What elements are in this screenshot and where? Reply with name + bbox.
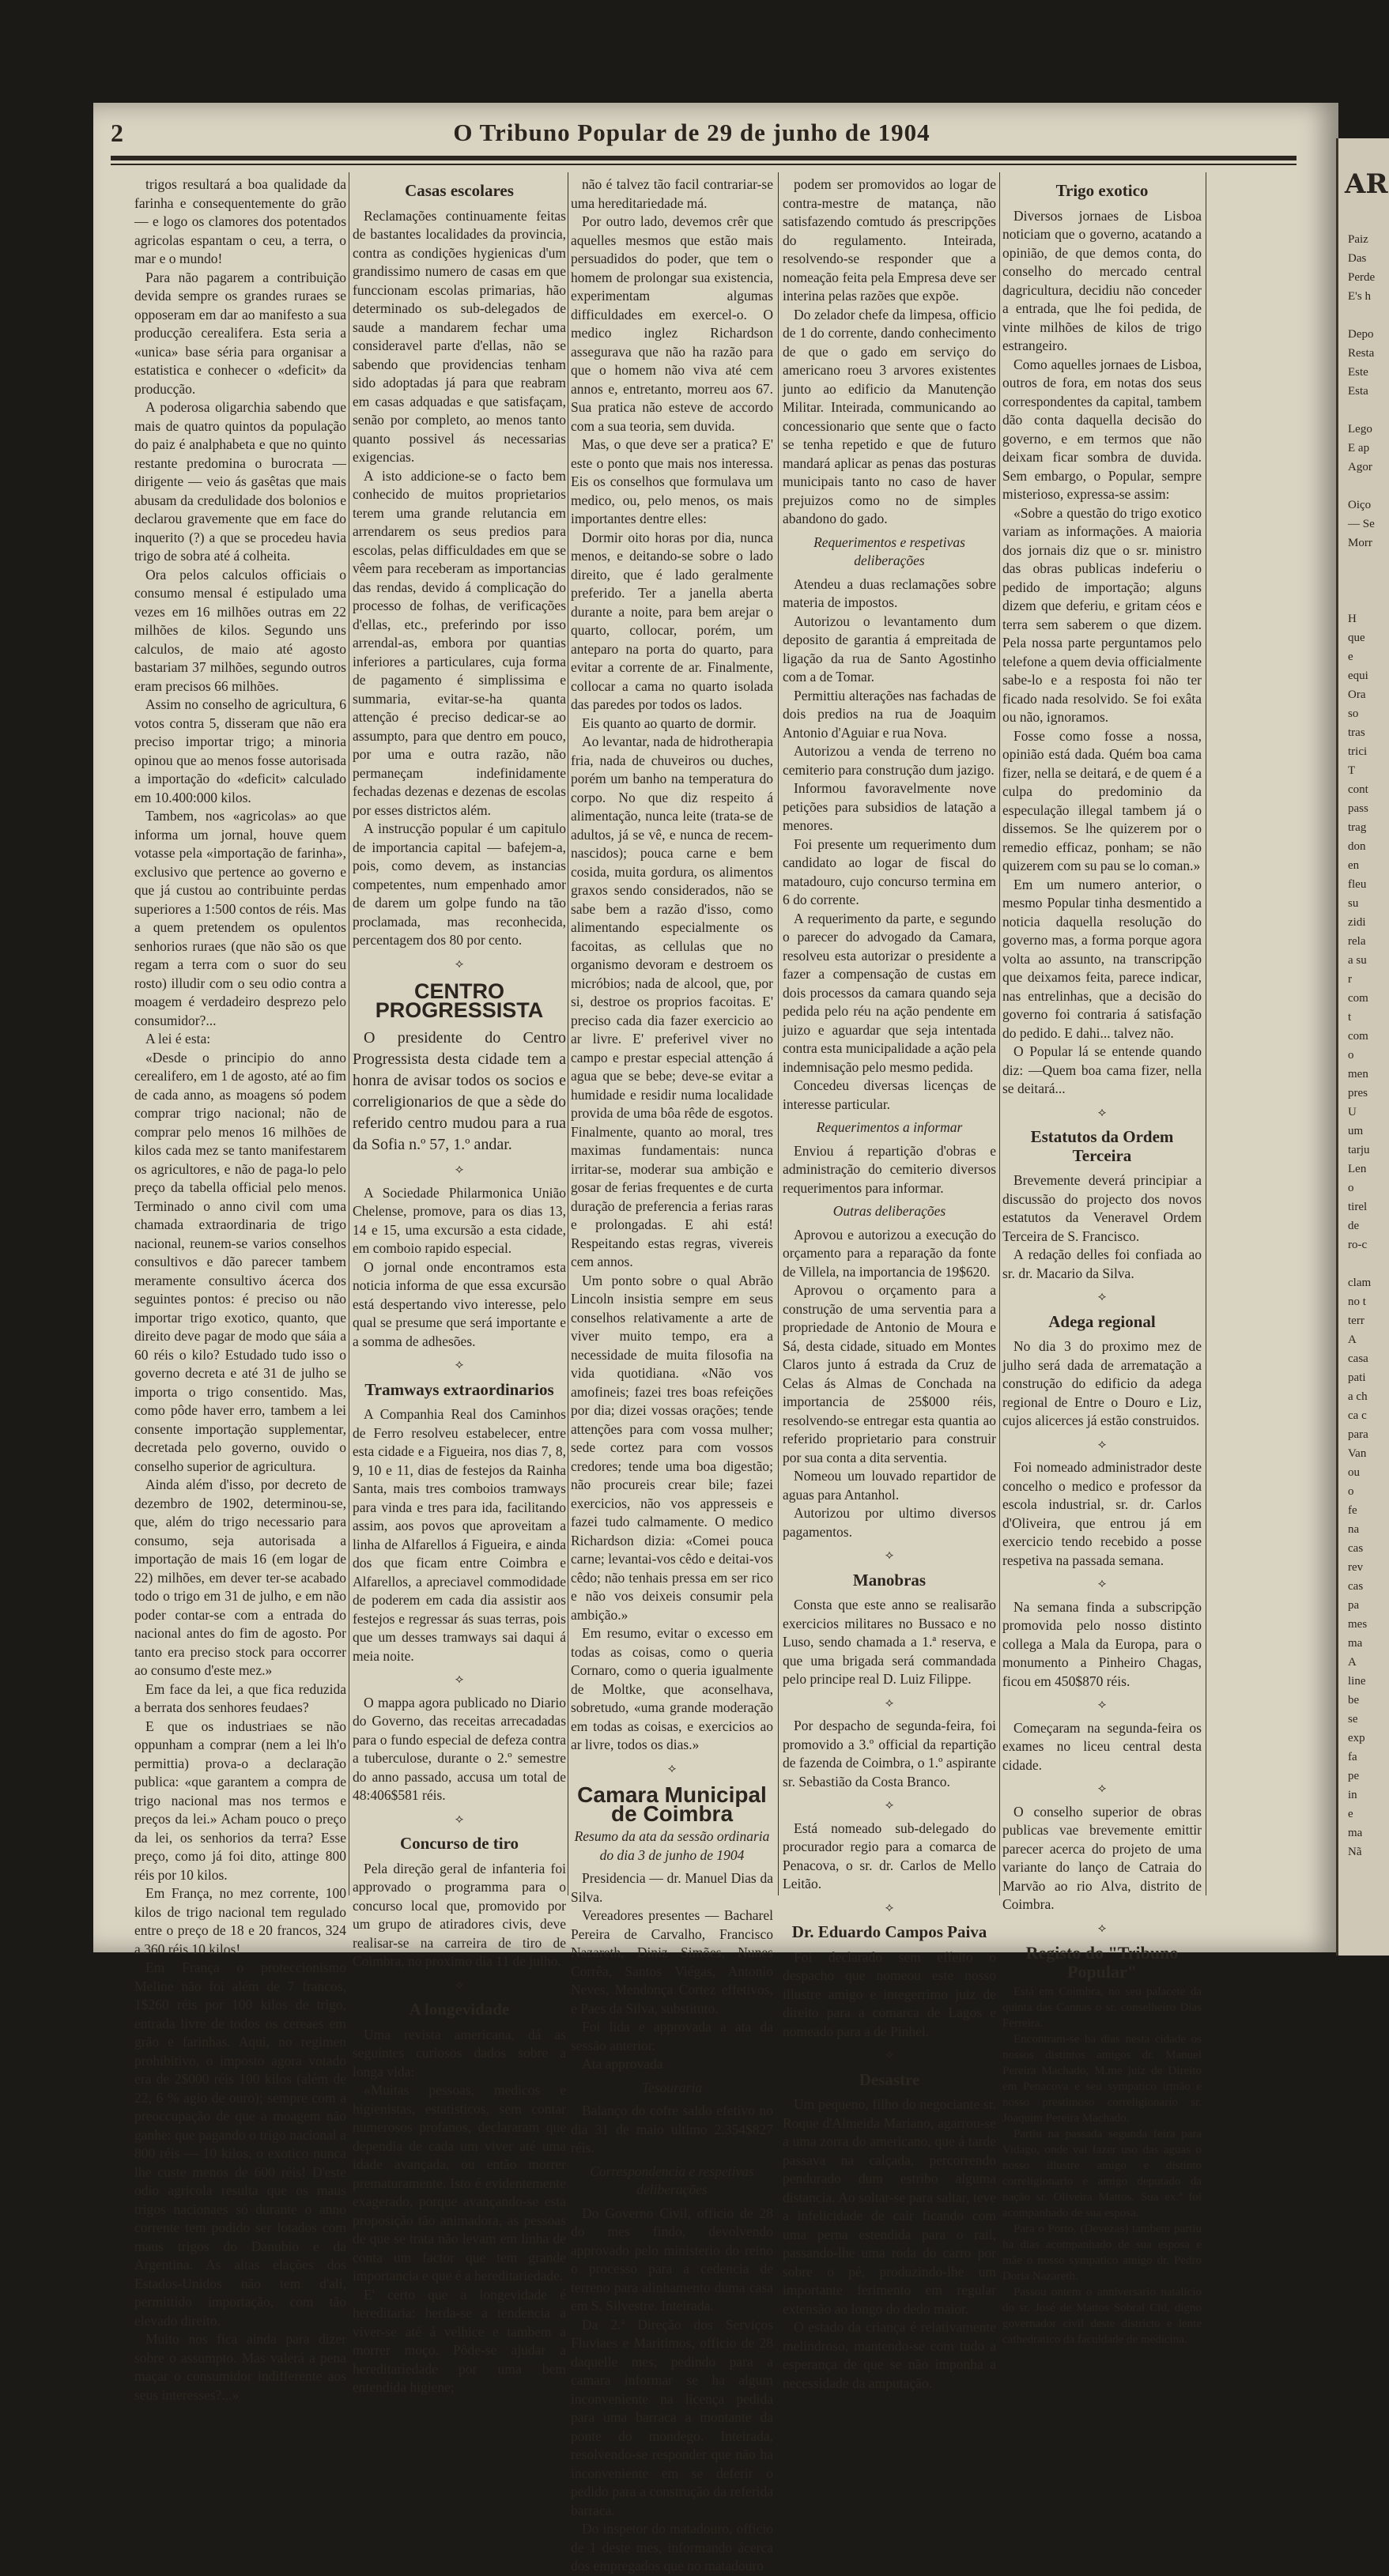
adjacent-page-line: casa <box>1348 1352 1368 1365</box>
column-5 <box>1002 175 1202 2346</box>
ornament-divider: ⟡ <box>455 1358 464 1371</box>
paragraph: A requerimento da parte, e segundo o parecer do advogado da Camara, resolveu esta autorizar o presidente a fazer a compensação de custas em dois processos da camara quando seja pedida pelo réu na ação pendente em juizo e aguardar que seja intentada contra esta municipalidade a ação pela indemnisação pelo mesmo pedida. <box>783 910 996 1075</box>
tramways-title: Tramways extraordinarios <box>364 1379 554 1399</box>
column-3 <box>571 175 773 2574</box>
adjacent-page-line: o <box>1348 1485 1354 1498</box>
paragraph: E que os industriaes se não oppunham a comprar (nem a lei lh'o permittia) prova-o a declaração publica: «que garantem a compra de trigo nacional mas nos termos e preços da lei.» Acham pouco o preço da lei, os senhorios da terra? Esse preço, como já foi dito, attinge 800 réis por 10 kilos. <box>134 1718 346 1883</box>
adjacent-page-line: para <box>1348 1428 1368 1441</box>
paragraph: Uma revista americana, dá as seguintes curiosos dados sobre a longa vida: <box>353 2026 566 2080</box>
ornament-divider: ⟡ <box>1097 1577 1107 1590</box>
column-divider <box>999 172 1000 1895</box>
desastre-title: Desastre <box>859 2069 920 2089</box>
adjacent-page-line: tras <box>1348 726 1365 739</box>
concurso-tiro-title: Concurso de tiro <box>399 1834 519 1853</box>
ornament-divider: ⟡ <box>455 1812 464 1826</box>
paragraph: Vereadores presentes — Bacharel Pereira de Carvalho, Francisco Nazareth, Diniz Simões, Nunes Corrêa, Santos Viégas, Antonio Neves, Mendonça Cortez effetivos, e Paes da Silva, substituto. <box>571 1907 773 2016</box>
header-rule <box>111 156 1297 160</box>
paragraph: Para o Porto, (Devezas) tambem partiu ha dias acompanhado de sua esposa e mãe o nosso sympatico amigo dr. Pedro Doria Nazareth. <box>1002 2223 1202 2283</box>
paragraph: Ora pelos calculos officiais o consumo mensal é estipulado uma vezes em 16 milhões outras em 22 milhões de kilos. Segundo uns calculos, de maio até agosto bastariam 37 milhões, segundo outros eram precisos 66 milhões. <box>134 566 346 694</box>
casas-escolares-title: Casas escolares <box>405 181 514 200</box>
adjacent-page-line: su <box>1348 897 1359 910</box>
masthead-title: O Tribuno Popular de 29 de junho de 1904 <box>453 119 930 146</box>
adjacent-page-line: o <box>1348 1049 1354 1062</box>
paragraph: «Muitas pessoas, medicos e higienistas, estatisticos, sem contar numerosos profanos, declararam que dependia de cada um viver até uma idade avançada, ou então morrer prematuramente. Isto é evidentemente exagerado, porque avançando-se esta proposição tão animadora, as pessoas de que se trata não levam em linha de conta um factor que tem grande importancia e que é a hereditariedade. <box>353 2082 566 2284</box>
adjacent-page-line: o <box>1348 1182 1354 1194</box>
adjacent-page-line: ca c <box>1348 1409 1367 1422</box>
despacho-body: Por despacho de segunda-feira, foi promovido a 3.º official da repartição de fazenda de Coimbra, o 1.º aspirante sr. Sebastião da Costa Branco. <box>783 1718 996 1790</box>
paragraph: Em face da lei, a que fica reduzida a berrata dos senhores feudaes? <box>134 1680 346 1715</box>
adjacent-page-line: cas <box>1348 1580 1364 1593</box>
ornament-divider: ⟡ <box>455 956 464 971</box>
outras-deliberacoes-heading: Outras deliberações <box>832 1203 946 1219</box>
ornament-divider: ⟡ <box>667 1761 677 1775</box>
tesouraria-body: Balanço do cofre saldo efetivo no dia 31 de maio ultimo 2.354$827 réis. <box>571 2103 773 2155</box>
manobras-title: Manobras <box>852 1570 927 1590</box>
adjacent-page-line <box>1338 1254 1389 1273</box>
adjacent-page-line: Agor <box>1348 461 1372 473</box>
paragraph: Em resumo, evitar o excesso em todas as coisas, como o queria Cornaro, como o queria igualmente de Moltke, que aconselhava, sobretudo, «uma grande moderação em todas as coisas, e exercicios ao ar livre, todos os dias.» <box>571 1625 773 1752</box>
adjacent-page-line <box>1338 590 1389 609</box>
paragraph: Atendeu a duas reclamações sobre materia de impostos. <box>783 575 996 610</box>
paragraph: Autorizou a venda de terreno no cemiterio para construção dum jazigo. <box>783 743 996 778</box>
adjacent-page-line: r <box>1348 973 1352 986</box>
ornament-divider: ⟡ <box>1097 1105 1107 1119</box>
adjacent-page-line: Paiz <box>1348 233 1368 246</box>
manobras-body: Consta que este anno se realisarão exercicios militares no Bussaco e no Luso, sendo chamada a 1.ª reserva, e que uma brigada será commandada pelo principe real D. Luiz Filippe. <box>783 1597 996 1687</box>
paragraph: Em um numero anterior, o mesmo Popular tinha desmentido a noticia daquella resolução do governo mas, a forma porque agora volta ao assunto, na transcripção que deixamos feita, parece indicar, nas entrelinhas, que a decisão do governo foi contraria á satisfação do pedido. E dahi... talvez não. <box>1002 876 1202 1041</box>
adjacent-page-line: se <box>1348 1713 1358 1726</box>
adjacent-page-line: com <box>1348 992 1368 1005</box>
adjacent-page-line: Morr <box>1348 537 1372 549</box>
adjacent-page-line: trici <box>1348 745 1368 758</box>
adjacent-page-line: en <box>1348 859 1360 872</box>
adjacent-page-line: Lego <box>1348 423 1372 436</box>
adjacent-page-line <box>1338 401 1389 420</box>
paragraph: Eis quanto ao quarto de dormir. <box>582 715 757 731</box>
camara-continued <box>783 175 996 529</box>
outras-deliberacoes-body <box>783 1226 996 1542</box>
desastre-body <box>783 2095 996 2393</box>
paragraph: Passou ontem o anniversario natalicio do sr. José de Mattos Sobral Cid, digno governador civil deste districto e lente cathedratico da faculdade de medicina. <box>1002 2286 1202 2346</box>
camara-subtitle: Resumo da ata da sessão ordinaria do dia 3 de junho de 1904 <box>574 1828 770 1863</box>
ornament-divider: ⟡ <box>885 1900 894 1914</box>
adjacent-page-line: don <box>1348 840 1366 853</box>
adjacent-page-line: pass <box>1348 802 1368 815</box>
adjacent-page-line: t <box>1348 1011 1352 1024</box>
adjacent-page-lines <box>1338 230 1389 1861</box>
adjacent-page-line: Oiço <box>1348 499 1372 511</box>
paragraph: Concedeu diversas licenças de interesse particular. <box>783 1077 996 1112</box>
ornament-divider: ⟡ <box>1097 1782 1107 1795</box>
ornament-divider: ⟡ <box>885 1695 894 1710</box>
ornament-divider: ⟡ <box>455 1673 464 1686</box>
page-header <box>87 119 1297 154</box>
camara-body <box>571 1869 773 2074</box>
camara-municipal-title: Camara Municipal de Coimbra <box>577 1782 767 1826</box>
adjacent-page-line: pa <box>1348 1599 1360 1612</box>
paragraph: Ata approvada <box>582 2056 663 2072</box>
adjacent-page-line: ma <box>1348 1637 1363 1650</box>
adjacent-page-line: na <box>1348 1523 1360 1536</box>
adjacent-page-line: com <box>1348 1030 1368 1043</box>
requerimentos-heading: Requerimentos e respetivas deliberações <box>813 534 965 568</box>
paragraph: A Sociedade Philarmonica União Chelense, promove, para os dias 13, 14 e 15, uma excursão a esta cidade, em comboio rapido especial. <box>353 1184 566 1256</box>
paragraph: Em França o proteccionismo Meline não foi além de 7 francos, 1$260 réis por 100 kilos de trigo, entrada livre de todos os cereaes em grão e farinhas. Aqui, no regimen prohibitivo, o imposto agora votado era de 2$000 réis 100 kilos (além de 22, 6 % agio de ouro); sempre com a preoccupação de que a moagem não ganhe: que pagando o trigo nacional a 800 réis — 10 kilos, o exotico nunca lhe custe menos de 600 réis! D'este odio agricola resulta que os maus trigos nacionaes só durante o anno corrente tem podido ser lotados com maus trigos do Danubio e da Argentina. As altas elações dos Estados-Unidos não tem d'ali, permittido importação, com tão elevado direito. <box>134 1959 346 2329</box>
column-divider <box>778 172 779 1895</box>
paragraph: O estado da criança é relativamente melindroso, mantendo-se com tudo a esperança de que se não imponha a necessidade da amputação. <box>783 2319 996 2391</box>
registo-title: Registo do "Tribuno Popular" <box>1025 1943 1179 1982</box>
adjacent-page-line: rev <box>1348 1561 1364 1574</box>
paragraph: A lei é esta: <box>145 1031 211 1047</box>
paragraph: Um pequeno, filho do negociante sr. Roque d'Almeida Mariano, agarrou-se a uma zorra do americano, que á tarde passava na calçada, percorrendo pendurado dum estribo alguma distancia. Ao soltar-se para saltar, teve a infelicidade de cair ficando com uma perna estendida para o rail, passando-lhe uma roda do carro por sobre o pé, produzindo-lhe um importante ferimento em regular extensão ao longo do dedo maior. <box>783 2096 996 2317</box>
administrador-body: Foi nomeado administrador deste concelho o medico e professor da escola industrial, sr. dr. Carlos d'Oliveira, que entrou já em exercicio tendo recebido a posse respetiva na passada semana. <box>1002 1459 1202 1568</box>
registo-body <box>1002 1984 1202 2348</box>
adjacent-page-line: tarju <box>1348 1144 1370 1156</box>
paragraph: Autorizou por ultimo diversos pagamentos. <box>783 1505 996 1540</box>
adjacent-page-line <box>1338 571 1389 590</box>
adjacent-page-line: Nã <box>1348 1846 1362 1858</box>
ornament-divider: ⟡ <box>885 1548 894 1562</box>
paragraph: «Desde o principio do anno cerealifero, em 1 de agosto, até ao fim de cada anno, as moagens só podem comprar trigo nacional; não de comprar pelo menos 16 milhões de kilos cada mez se tanto manifestarem os agricultores, e não de paga-lo pelo preço da tabella official pelo menos. Terminado o anno civil com uma chamada extraordinaria de trigo nacional, reunem-se varios conselhos consultivos e dão parecer tambem meramente consultivo ácerca dos seguintes pontos: é preciso ou não importar trigo exotico, quanto, que direito deve pagar de modo que sáia a 60 réis o kilo? Estudado tudo isso o governo decreta e até 31 de julho se importa o trigo consentido. Mas, como pôde haver erro, tambem a lei consente importação supplementar, decretada pelo governo, ouvido o conselho superior de agricultura. <box>134 1049 346 1474</box>
adjacent-page-line: terr <box>1348 1314 1364 1327</box>
paragraph: podem ser promovidos ao logar de contra-mestre de matança, não satisfazendo comtudo ás prescripções do regulamento. Inteirada, resolvendo-se responder que a nomeação feita pela Empresa deve ser interina pelas razões que expõe. <box>783 176 996 304</box>
adjacent-page-line: exp <box>1348 1732 1365 1744</box>
estatutos-title: Estatutos da Ordem Terceira <box>1030 1127 1174 1165</box>
adjacent-page-line: pati <box>1348 1371 1366 1384</box>
paragraph: Presidencia — dr. Manuel Dias da Silva. <box>571 1870 773 1905</box>
paragraph: O jornal onde encontramos esta noticia informa de que essa excursão está despertando vivo interesse, pelo qual se presume que será importante e a somma de adhesões. <box>353 1258 566 1349</box>
adjacent-page-line: Van <box>1348 1447 1367 1460</box>
adjacent-page-line: a su <box>1348 954 1367 967</box>
paragraph: O Popular lá se entende quando diz: —Quem boa cama fizer, nella se deitará... <box>1002 1043 1202 1096</box>
paragraph: Do zelador chefe da limpesa, officio de 1 do corrente, dando conhecimento de que o gado em serviço do americano roeu 3 arvores existentes junto ao edificio da Manutenção Militar. Inteirada, communicando ao concessionario que sente que o facto se tenha repetido e que de futuro mandará aplicar as penas das posturas municipais tanto no caso de haver prejuizos como no de simples abandono do gado. <box>783 306 996 526</box>
casas-escolares-body <box>353 207 566 950</box>
longevidade-continued <box>571 175 773 1755</box>
column-1 <box>134 175 346 2403</box>
ornament-divider: ⟡ <box>1097 1437 1107 1451</box>
ornament-divider: ⟡ <box>1097 1921 1107 1935</box>
adjacent-page-line: tirel <box>1348 1201 1368 1213</box>
paragraph: Fosse como fosse a nossa, opinião está dada. Quém boa cama fizer, nella se deitará, e de quem é a culpa do predominio da especulação illegal tambem já o dissemos. Se lhe quizerem por o remedio efficaz, ponham; se não quizerem com su pau se lo coman.» <box>1002 727 1202 873</box>
adjacent-page-line: so <box>1348 707 1359 720</box>
adjacent-page-line: E's h <box>1348 290 1371 303</box>
paragraph: Em França, no mez corrente, 100 kilos de trigo nacional tem regulado entre o preço de 18 e 20 francos, 324 a 360 réis 10 kilos! <box>134 1885 346 1957</box>
trigo-article-body <box>134 175 346 2404</box>
paiva-title: Dr. Eduardo Campos Paiva <box>791 1922 987 1941</box>
ornament-divider: ⟡ <box>885 2048 894 2061</box>
concurso-tiro-body: Pela direção geral de infanteria foi approvado o programma para o concurso local que, promovido por um grupo de atiradores civis, deve realisar-se na carreira de tiro de Coimbra, no proximo dia 11 de julho. <box>353 1860 566 1969</box>
adjacent-page-line: Este <box>1348 366 1368 379</box>
adjacent-page-line: fleu <box>1348 878 1367 891</box>
paragraph: Encontram-se ha dias nesta cidade os nossos distintos amigos dr. Manuel Pereira Machado, M.me juiz de Direito em Penacova e seu sympatico irmão e nosso prestimoso correligionario sr. Joaquim Pereira Machado. <box>1002 2033 1202 2125</box>
adjacent-page-line: que <box>1348 632 1365 644</box>
correspondencia-heading: Correspondencia e respetivas deliberações <box>590 2163 754 2197</box>
mappa-body: O mappa agora publicado no Diario do Governo, das receitas arrecadadas para o fundo especial de defeza contra a tuberculose, durante o 2.º semestre do anno passado, accusa um total de 48:406$581 réis. <box>353 1694 566 1803</box>
adega-regional-title: Adega regional <box>1048 1311 1156 1331</box>
paragraph: A isto addicione-se o facto bem conhecido de muitos proprietarios terem uma grande relutancia em arrendarem os seus predios para escolas, pelas difficuldades em que se vêem para receberam as importancias das rendas, devido á complicação do processo de folhas, de verificações d'ellas, etc., preferindo por isso arrendal-as, embora por quantias inferiores a particulares, cuja forma de pagamento é simplissima e summaria, evitar-se-ha quanta attenção é preciso dedicar-se ao assumpto, para que dentro em pouco, por uma e outra razão, não permaneçam indefinidamente fechadas dezenas e dezenas de escolas por esses districtos além. <box>353 467 566 818</box>
adjacent-page-line: pres <box>1348 1087 1368 1099</box>
paragraph: Ainda além d'isso, por decreto de dezembro de 1902, determinou-se, que, além do trigo necessario para consumo, seja autorisada a importação de mais 16 (em logar de 22) milhões, em dever ter-se acabado todo o trigo em 31 de julho, e em não poder contar-se com a entrada do nacional antes do fim de agosto. Por tanto era preciso stock para occorrer ao consumo d'este mez.» <box>134 1477 346 1678</box>
paragraph: Diversos jornaes de Lisboa noticiam que o governo, acatando a opinião, de que demos conta, do conselho do mercado central dagricultura, decidiu não conceder a entrada, que lhe foi pedida, de vinte milhões de kilos de trigo estrangeiro. <box>1002 207 1202 353</box>
adjacent-page-line: rela <box>1348 935 1366 948</box>
adjacent-page-line: Das <box>1348 252 1367 265</box>
tesouraria-heading: Tesouraria <box>641 2079 703 2095</box>
adjacent-page-line: men <box>1348 1068 1368 1081</box>
paragraph: Como aquelles jornaes de Lisboa, outros de fora, em notas dos seus correspondentes da capital, tambem dão conta daquella decisão do governo, e em termos que não deixam ficar sombra de duvida. Sem embargo, o Popular, sempre misterioso, expressa-se assim: <box>1002 356 1202 502</box>
adjacent-page-line: a ch <box>1348 1390 1368 1403</box>
adjacent-page-line: Depo <box>1348 328 1374 341</box>
adjacent-page-line: mes <box>1348 1618 1368 1631</box>
paragraph: Foi presente um requerimento dum candidato ao logar de fiscal do matadouro, cujo concurso termina em 6 do corrente. <box>783 835 996 907</box>
paragraph: A poderosa oligarchia sabendo que mais de quatro quintos da população do paiz é analphabeta e que no quinto restante predomina o burocrata — dirigente — veio ás gasêtas que mais abusam da credulidade dos bolonios e declarou gravemente que em face do inquerito (?) a que se procedeu havia trigo de sobra até á colheita. <box>134 399 346 564</box>
paragraph: Brevemente deverá principiar a discussão do projecto dos novos estatutos da Veneravel Ordem Terceira de S. Francisco. <box>1002 1172 1202 1244</box>
adjacent-page-line: T <box>1348 764 1356 777</box>
adjacent-page-line <box>1338 477 1389 496</box>
paragraph: Partiu na passada segunda feira para Vidago, onde vai fazer uso das aguas o nosso illustre amigo e distinto correligionario e amigo deputado da nação sr. Oliveira Mattos. Sua ex.ª foi acompanhado de sua esposa. <box>1002 2128 1202 2220</box>
adjacent-page-line: um <box>1348 1125 1364 1137</box>
paragraph: Informou favoravelmente nove petições para subsidios de latação a menores. <box>783 780 996 833</box>
requerimentos-informar-body: Enviou á repartição d'obras e administração do cemiterio diversos requerimentos para informar. <box>783 1142 996 1196</box>
adjacent-page-line: de <box>1348 1220 1360 1232</box>
paragraph: Autorizou o levantamento dum deposito de garantia á empreitada de ligação da rua de Santo Agostinho com a de Tomar. <box>783 613 996 685</box>
estatutos-body <box>1002 1171 1202 1283</box>
adjacent-page-line: zidi <box>1348 916 1366 929</box>
philarmonica-body <box>353 1184 566 1352</box>
adjacent-page-line: line <box>1348 1675 1366 1688</box>
adjacent-page-line: Ora <box>1348 688 1366 701</box>
adjacent-page-line: U <box>1348 1106 1357 1118</box>
adjacent-page-line: e <box>1348 1808 1353 1820</box>
paragraph: Da 2.ª Direção dos Serviços Fluviaes e Maritimos, officio de 28 daquelle mes, pedindo para a camara informar se ha algum inconveniente na licença pedida para uma barraca a montante da ponte do mondego. Inteirada, resolvendo-se responder que não ha inconveniente em se deferir o pedido para a construção da referida barraca. <box>571 2316 773 2518</box>
adjacent-page-line: A <box>1348 1656 1357 1669</box>
adjacent-page-line: — Se <box>1348 518 1375 530</box>
requerimentos-informar-heading: Requerimentos a informar <box>816 1119 963 1135</box>
adjacent-page-line: pe <box>1348 1770 1360 1782</box>
tramways-body: A Companhia Real dos Caminhos de Ferro resolveu estabelecer, entre esta cidade e a Figueira, nos dias 7, 8, 9, 10 e 11, dias de festejos da Rainha Santa, mais tres comboios tramways para vinda e tres para ida, facilitando assim, aos povos que aproveitam a linha de Alfarellos á Figueira, e ainda dos que ficam entre Coimbra e Alfarellos, a apreciavel commodidade de poderem em cada dia assistir aos festejos e regressar ás suas terras, pois que um desses tramways sai daqui á meia noite. <box>353 1406 566 1664</box>
ornament-divider: ⟡ <box>455 1163 464 1176</box>
exames-body: Começaram na segunda-feira os exames no liceu central desta cidade. <box>1002 1719 1202 1773</box>
adjacent-page-line <box>1338 553 1389 571</box>
ornament-divider: ⟡ <box>885 1798 894 1812</box>
paragraph: E' certo que a longevidade é hereditaria: herda-se a tendencia a viver-se até á velhice e tambem a morrer moço. Pôde-se ajudar a hereditariedade por uma bem entendida higiene; <box>353 2286 566 2395</box>
adjacent-page-line: equi <box>1348 669 1368 682</box>
paragraph: Do inspetor do matadouro, officio de 1 deste mes, informando ácerca dos empregados que no matadouro <box>571 2521 773 2574</box>
paragraph: Para não pagarem a contribuição devida sempre os grandes ruraes se opposeram em dar ao manifesto a sua producção cerealifera. Esta seria a «unica» base séria para organisar a estatistica e conhecer o «deficit» da producção. <box>134 269 346 397</box>
header-rule-thin <box>111 164 1297 165</box>
paragraph: Aprovou e autorizou a execução do orçamento para a reparação da fonte de Villela, na importancia de 19$620. <box>783 1226 996 1280</box>
requerimentos-body <box>783 575 996 1115</box>
ornament-divider: ⟡ <box>455 1978 464 1992</box>
paragraph: não é talvez tão facil contrariar-se uma hereditariedade má. <box>571 176 773 211</box>
paragraph: Do Governo Civil, officio de 28 do mes findo, devolvendo approvado pelo ministerio do reino o processo para a cedencia de terreno para alinhamento duma casa em S. Silvestre. Inteirada. <box>571 2204 773 2314</box>
column-4 <box>783 175 996 2391</box>
adjacent-page-line: Perde <box>1348 271 1376 284</box>
paragraph: Dormir oito horas por dia, nunca menos, e deitando-se sobre o lado direito, que é lado geralmente preferido. Ter a janella aberta durante a noite, para bem arejar o quarto, collocar, porém, um anteparo na porta do quarto, para evitar a corrente de ar. Finalmente, collocar a cama no quarto isolada das paredes por todos os lados. <box>571 529 773 712</box>
paragraph: Um ponto sobre o qual Abrão Lincoln insistia sempre em seus conselhos relativamente a arte de viver muito tempo, era a necessidade de muita filosofia na vida quotidiana. «Não vos amofineis; fazei tres boas refeições por dia; dizei vossas orações; tende attenções para com vossa mulher; sede cortez para com vossos credores; tende uma boa digestão; não procureis crear bile; fazei exercicios, não vos appresseis e fazei tudo calmamente. O medico Richardson dizia: «Comei pouca carne; levantai-vos cêdo e deitai-vos cêdo; não tenhais pressa em ser rico e não vos deixeis consumir pela ambição.» <box>571 1272 773 1623</box>
paragraph: Muito nos fica ainda para dizer sobre o assumpto. Mas valerá a pena maçar o consumidor indifferente aos seus interesses?...» <box>134 2331 346 2403</box>
trigo-exotico-body <box>1002 207 1202 1099</box>
adjacent-page-line: Resta <box>1348 347 1375 360</box>
adjacent-page-line: ma <box>1348 1827 1363 1839</box>
subdelegado-body: Está nomeado sub-delegado do procurador regio para a comarca de Penacova, o sr. dr. Carlos de Mello Leitão. <box>783 1820 996 1891</box>
adjacent-page-line: H <box>1348 613 1357 625</box>
paragraph: A instrucção popular é um capitulo de importancia capital — bafejem-a, pois, como devem, as instancias competentes, num empenhado amor de darem um golpe fundo na tão proclamada, mas reconhecida, percentagem dos 80 por cento. <box>353 820 566 948</box>
adjacent-page-line: fe <box>1348 1504 1357 1517</box>
adjacent-page-line: ro-c <box>1348 1239 1368 1251</box>
longevidade-body <box>353 2026 566 2397</box>
adjacent-page-line: Len <box>1348 1163 1367 1175</box>
adjacent-page-line: be <box>1348 1694 1360 1707</box>
paragraph: Por outro lado, devemos crêr que aquelles mesmos que estão mais persuadidos do poder, que tem o homem de prolongar sua existencia, experimentam algumas difficuldades em exercel-o. O medico inglez Richardson assegurava que não ha razão para que o homem não viva até cem annos e, entretanto, morreu aos 67. Sua pratica não esteve de accordo com a sua teoria, sem duvida. <box>571 213 773 434</box>
longevidade-title: A longevidade <box>409 2000 510 2019</box>
adjacent-page-heading: AR <box>1345 168 1388 200</box>
adjacent-page-line: cas <box>1348 1542 1364 1555</box>
centro-progressista-notice: O presidente do Centro Progressista desta cidade tem a honra de avisar todos os socios e correligionarios de que a sède do referido centro mudou para a rua da Sofia n.º 57, 1.º andar. <box>353 1029 566 1153</box>
adjacent-page-line <box>1338 306 1389 325</box>
paragraph: Tambem, nos «agricolas» ao que informa um jornal, houve quem votasse pela «importação de farinha», exclusivo que pertence ao governo e que já custou ao contribuinte perdas superiores a 1:500 contos de réis. Mas a quem pretendem os opulentos senhorios ruraes (que não são os que regam a terra com o suor do seu rosto) illudir com o seu odio contra a moagem é verdadeiro desprezo pelo consumidor?... <box>134 808 346 1028</box>
adjacent-page-line: in <box>1348 1789 1357 1801</box>
centro-progressista-title: CENTRO PROGRESSISTA <box>375 979 544 1022</box>
adjacent-page-line: trag <box>1348 821 1367 834</box>
adjacent-page-line: ou <box>1348 1466 1360 1479</box>
paragraph: Nomeou um louvado repartidor de aguas para Antanhol. <box>783 1468 996 1503</box>
ornament-divider: ⟡ <box>1097 1698 1107 1711</box>
adjacent-page-line: A <box>1348 1333 1357 1346</box>
paragraph: A redação delles foi confiada ao sr. dr. Macario da Silva. <box>1002 1247 1202 1281</box>
correspondencia-body <box>571 2204 773 2576</box>
trigo-exotico-title: Trigo exotico <box>1055 181 1149 200</box>
adjacent-page-edge <box>1336 138 1389 1956</box>
adjacent-page-line: Esta <box>1348 385 1368 398</box>
paragraph: Reclamações continuamente feitas de bastantes localidades da provincia, contra as condições hygienicas d'um grandissimo numero de casas em que funccionam escolas primarias, hão determinado os sub-delegados de saude a mandarem fechar uma consideravel parte d'ellas, não se sabendo que providencias tenham sido adoptadas já para que reabram em casas adquadas e que satisfaçam, senão por completo, ao menos tanto quanto possivel ás necessarias exigencias. <box>353 207 566 465</box>
adjacent-page-line: clam <box>1348 1277 1372 1289</box>
adjacent-page-line: cont <box>1348 783 1368 796</box>
paragraph: Está em Coimbra, no seu palacete da quinta das Cannas o sr. conselheiro Dias Ferreira. <box>1002 1986 1202 2030</box>
ornament-divider: ⟡ <box>1097 1290 1107 1303</box>
paragraph: Aprovou o orçamento para a construção de uma serventia para a propriedade de Antonio de Moura e Sá, desta cidade, situado em Montes Claros junto á estrada da Cruz de Celas ás Almas de Conchada na importancia de 25$000 réis, resolvendo-se entregar esta quantia ao referido proprietario para construir por sua conta a dita serventia. <box>783 1282 996 1465</box>
subscricao-body: Na semana finda a subscripção promovida pelo nosso distinto collega a Mala da Europa, para o monumento a Pinheiro Chagas, ficou em 450$870 réis. <box>1002 1598 1202 1689</box>
paragraph: «Sobre a questão do trigo exotico variam as informações. A maioria dos jornais diz que o sr. ministro das obras publicas indeferiu o pedido de importação; alguns dizem que deferiu, e gritam céos e terra sem saberem o que dizem. Pela nossa parte perguntamos pelo telefone a quem devia officialmente sabe-lo e a resposta foi não ter ficado nada resolvido. Se foi exâta ou não, ignoramos. <box>1002 504 1202 725</box>
paragraph: Mas, o que deve ser a pratica? E' este o ponto que mais nos interessa. Eis os conselhos que formulava um medico, ou, pelo menos, os mais importantes dentre elles: <box>571 436 773 526</box>
adjacent-page-line: e <box>1348 651 1353 663</box>
obras-publicas-body: O conselho superior de obras publicas vae brevemente emittir parecer acerca do projeto de uma variante do lanço de Catraia do Marvão ao rio Alva, distrito de Coimbra. <box>1002 1803 1202 1912</box>
page-number: 2 <box>111 119 123 147</box>
paragraph: Permittiu alterações nas fachadas de dois predios na rua de Joaquim Antonio d'Aguiar e rua Nova. <box>783 687 996 741</box>
paragraph: trigos resultará a boa qualidade da farinha e consequentemente do grão — e logo os clamores dos potentados agricolas espantam o ceu, a terra, o mar e o mundo! <box>134 176 346 266</box>
adjacent-page-line: fa <box>1348 1751 1357 1763</box>
column-2 <box>353 175 566 2395</box>
adjacent-page-line: E ap <box>1348 442 1370 454</box>
paragraph: Ao levantar, nada de hidrotherapia fria, nada de chuveiros ou duches, porém um banho na temperatura do corpo. No que diz respeito á alimentação, nunca leite (trata-se de adultos, já se vê, e nunca de recem-nascidos); pouca carne e bem cosida, muita gordura, os alimentos graxos sendo considerados, não se sabe bem a razão d'isso, como alimentando especialmente os facoitas, as cellulas que no organismo devoram e destroem os micróbios; nada de alcool, que, por si, destroe os proprios facoitas. E' preciso cada dia fazer exercicio ao ar livre. E' preferivel viver no campo e prestar especial attenção á agua que se bebe; deve-se evitar a humidade e residir numa localidade provida de uma bôa rêde de esgotos. Finalmente, quanto ao moral, tres maximas fundamentais: nunca irritar-se, moderar sua ambição e gosar de ferias frequentes e de curta duração de preferencia a ferias raras e prolongadas. E ahi está! Respeitando estas regras, vivereis cem annos. <box>571 734 773 1269</box>
paragraph: Foi lida e approvada a ata da sessão anterior. <box>571 2019 773 2054</box>
paiva-body: Foi declarado sem effeito o despacho que nomeou este nosso illustre amigo e integerrimo juiz de direito para a comarca de Lagos e nomeado para a de Pinhel. <box>783 1948 996 2039</box>
paragraph: Assim no conselho de agricultura, 6 votos contra 5, disseram que não era preciso importar trigo; a minoria opinou que ao menos fosse autorisada a importação do «deficit» calculado em 10.400:000 kilos. <box>134 696 346 805</box>
adjacent-page-line: no t <box>1348 1296 1366 1308</box>
adega-regional-body: No dia 3 do proximo mez de julho será dada de arrematação a construção do edificio da adega regional de Entre o Douro e Liz, cujos alicerces já estão construidos. <box>1002 1338 1202 1428</box>
